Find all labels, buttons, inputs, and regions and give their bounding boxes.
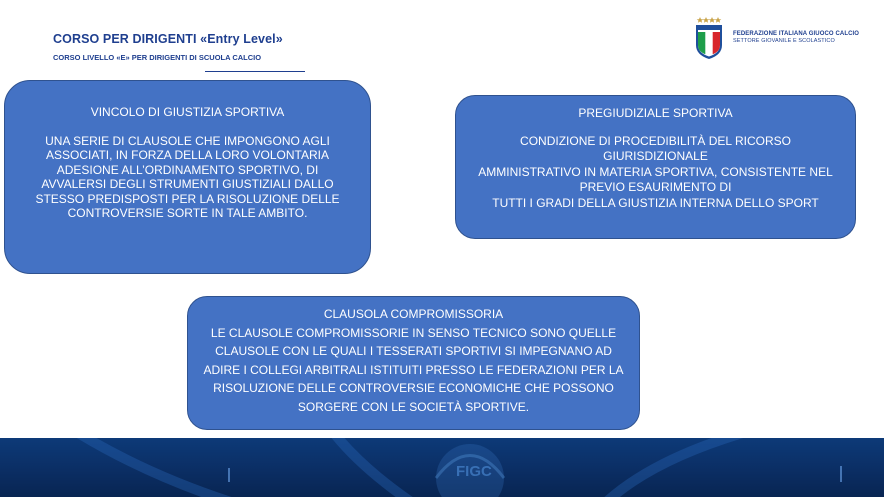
course-subtitle: CORSO LIVELLO «E» PER DIRIGENTI DI SCUOLA CALCIO (53, 53, 262, 62)
box-title: VINCOLO DI GIUSTIZIA SPORTIVA (90, 105, 285, 119)
header-divider (205, 71, 305, 72)
box-body: LE CLAUSOLE COMPROMISSORIE IN SENSO TECNICO SONO QUELLE CLAUSOLE CON LE QUALI I TESSERATI SPORTIVI SI IMPEGNANO AD ADIRE I COLLEGI ARBITRALI ISTITUITI PRESSO LE FEDERAZIONI PER LA RISOLUZIONE DELLE CONTROVERSIE ECONOMICHE CHE POSSONO SORGERE CON LE SOCIETÀ SPORTIVE. (203, 325, 624, 414)
federation-name: FEDERAZIONE ITALIANA GIUOCO CALCIO (733, 31, 860, 37)
footer-pattern (0, 438, 884, 497)
figc-shield-icon (694, 14, 724, 60)
box-body: CONDIZIONE DI PROCEDIBILITÀ DEL RICORSO GIURISDIZIONALE AMMINISTRATIVO IN MATERIA SPORTIVA, CONSISTENTE NEL PREVIO ESAURIMENTO DI TUTTI I GRADI DELLA GIUSTIZIA INTERNA DELLO SPORT (478, 133, 833, 210)
box-pregiudiziale-sportiva (455, 95, 856, 239)
box-body: UNA SERIE DI CLAUSOLE CHE IMPONGONO AGLI ASSOCIATI, IN FORZA DELLA LORO VOLONTARIA ADESIONE ALL’ORDINAMENTO SPORTIVO, DI AVVALERSI DEGLI STRUMENTI GIUSTIZIALI DALLO STESSO PREDISPOSTI PER LA RISOLUZIONE DELLE CONTROVERSIE SORTE IN TALE AMBITO. (35, 133, 340, 220)
course-title: CORSO PER DIRIGENTI «Entry Level» (53, 32, 283, 46)
box-title: PREGIUDIZIALE SPORTIVA (578, 106, 733, 120)
footer-banner (0, 438, 884, 497)
box-vincolo-giustizia (4, 80, 371, 274)
footer-watermark: FIGC (456, 463, 492, 480)
box-clausola-compromissoria (187, 296, 640, 430)
federation-sector: SETTORE GIOVANILE E SCOLASTICO (733, 38, 835, 44)
box-title: CLAUSOLA COMPROMISSORIA (323, 307, 504, 321)
